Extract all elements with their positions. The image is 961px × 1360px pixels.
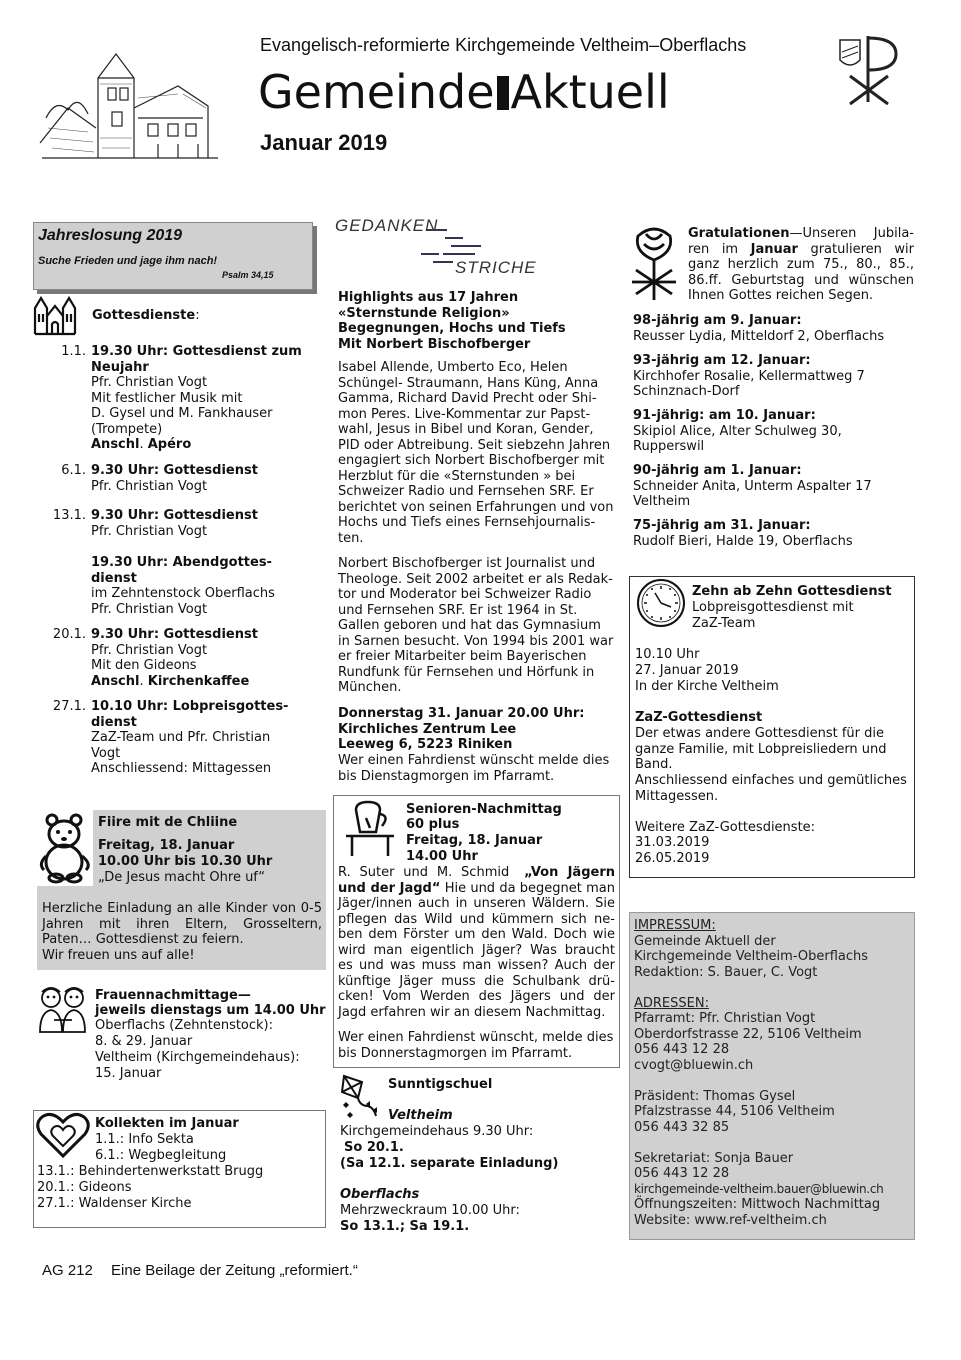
service-line: Pfr. Christian Vogt: [91, 642, 208, 658]
event-line: Donnerstag 31. Januar 20.00 Uhr:: [338, 706, 585, 721]
service-line: ZaZ-Team und Pfr. Christian Vogt: [91, 730, 271, 761]
gottesdienste-heading: [92, 308, 200, 324]
birthday-entry: [633, 313, 915, 344]
footer-code: AG 212: [42, 1262, 93, 1279]
kollekten-item: 6.1.: Wegbegleitung: [95, 1148, 227, 1163]
service-title: 9.30 Uhr: Gottesdienst: [91, 463, 258, 478]
praesident-line: Pfalzstrasse 44, 5106 Veltheim: [634, 1104, 835, 1119]
service-line: D. Gysel und M. Fankhauser: [91, 406, 273, 421]
impressum-heading: IMPRESSUM:: [634, 918, 716, 933]
gedanken-transport: Wer einen Fahrdienst wünscht melde dies bis Dienstagmorgen im Pfarramt.: [338, 753, 610, 784]
church-icon: [32, 294, 78, 336]
fiire-date: Freitag, 18. Januar: [98, 838, 235, 853]
frauen-subtitle: jeweils dienstags um 14.00 Uhr: [95, 1003, 326, 1018]
senioren-speakers: R. Suter und M. Schmid: [338, 865, 510, 880]
sunntigschuel-line: Mehrzweckraum 10.00 Uhr:: [340, 1203, 520, 1218]
service-line: (Trompete): [91, 421, 163, 437]
service-date: 20.1.: [52, 627, 86, 642]
frauen-line: 8. & 29. Januar: [95, 1034, 193, 1049]
birthday-line: Rudolf Bieri, Halde 19, Oberflachs: [633, 533, 853, 549]
birthday-line: Skipiol Alice, Alter Schulweg 30,: [633, 423, 842, 439]
sekretariat-email-link[interactable]: kirchgemeinde-veltheim.bauer@bluewin.ch: [634, 1181, 884, 1196]
birthday-head: 98-jährig am 9. Januar:: [633, 313, 802, 328]
organization-name: Evangelisch-reformierte Kirchgemeinde Veltheim–Oberflachs: [260, 35, 747, 55]
zaz-sub: ZaZ-Team: [692, 616, 756, 631]
praesident-line: Präsident: Thomas Gysel: [634, 1088, 796, 1104]
jahreslosung-verse: Suche Frieden und jage ihm nach!: [38, 255, 218, 267]
service-date: 27.1.: [52, 699, 86, 714]
impressum-line: Kirchgemeinde Veltheim-Oberflachs: [634, 949, 869, 964]
footer-text: Eine Beilage der Zeitung „reformiert.“: [111, 1262, 358, 1279]
sekretariat-line: Öffnungszeiten: Mittwoch Nachmittag: [634, 1197, 881, 1212]
senioren-topic: „Von Jägern und der Jagd“: [338, 865, 615, 896]
headline-line: Begegnungen, Hochs und Tiefs: [338, 321, 566, 336]
event-line: Kirchliches Zentrum Lee: [338, 721, 517, 737]
senioren-title: Senioren-Nachmittag: [406, 802, 562, 817]
birthday-head: 93-jährig am 12. Januar:: [633, 353, 811, 368]
service-line: Pfr. Christian Vogt: [91, 523, 208, 539]
service-extra-separator: .: [139, 673, 148, 689]
zaz-title: Zehn ab Zehn Gottesdienst: [692, 584, 892, 599]
birthday-head: 90-jährig am 1. Januar:: [633, 463, 802, 478]
service-line: Mit den Gideons: [91, 658, 197, 673]
kollekten-item: 1.1.: Info Sekta: [95, 1132, 194, 1147]
kollekten-item: 13.1.: Behindertenwerkstatt Brugg: [37, 1164, 264, 1179]
gedanken-para1: Isabel Allende, Umberto Eco, Helen Schüngel- Straumann, Hans Küng, Anna Gamma, Richard David Precht oder Shi-mon Peres. Live-Kommentar zur Papst-wahl, Jesus in Bibel und Koran, Gender, PID oder Abtreibung. Seit siebzehn Jahren engagiert sich Norbert Bischofberger mit Herzblut für die «Sternstunden » bei Schweizer Radio und Fernsehen SRF. Er berichtet von seinen Erfahrungen und von Hochs und Tiefs eines Fernsehjournalis-ten.: [338, 360, 614, 546]
gottesdienste-heading-text: Gottesdienste: [92, 308, 196, 323]
zaz-date-item: 26.05.2019: [635, 851, 710, 866]
sekretariat-line: 056 443 12 28: [634, 1166, 730, 1181]
zaz-place: In der Kirche Veltheim: [635, 679, 779, 694]
website-link[interactable]: Website: www.ref-veltheim.ch: [634, 1212, 827, 1228]
impressum-line: Redaktion: S. Bauer, C. Vogt: [634, 964, 818, 980]
birthday-line: Rupperswil: [633, 439, 705, 454]
birthday-line: Schneider Anita, Unterm Aspalter 17: [633, 478, 872, 494]
jahreslosung-title: Jahreslosung 2019: [38, 227, 183, 244]
zaz-date: 27. Januar 2019: [635, 663, 739, 678]
service-title: 9.30 Uhr: Gottesdienst: [91, 508, 258, 523]
clock-icon: [634, 577, 688, 629]
birthday-head: 91-jährig: am 10. Januar:: [633, 408, 816, 423]
service-title: 9.30 Uhr: Gottesdienst: [91, 627, 258, 642]
sunntigschuel-date: So 13.1.; Sa 19.1.: [340, 1219, 470, 1234]
birthday-head: 75-jährig am 31. Januar:: [633, 518, 811, 533]
senioren-description: Hie und da begegnet man Jäger/innen auch in unseren Wäldern. Sie pflegen das Wild und kümmern sich ne-ben dem Förster um den Wald. Doch wie wird man eigentlich Jäger? Was braucht es und was muss man wissen? Auch der künftige Jäger muss die Schulbank drü-cken! Vom Werden des Jägers und der Jagd erfahren wir an diesem Nachmittag.: [338, 880, 615, 1020]
service-line: Mit festlicher Musik mit: [91, 390, 243, 406]
gratulationen-intro-post: gratulieren wir ganz herzlich zum 75., 80., 85., 86.ff. Geburtstag und wünschen Ihnen Gottes reichen Segen.: [688, 241, 914, 303]
senioren-time: 14.00 Uhr: [406, 849, 478, 864]
zaz-heading2: ZaZ-Gottesdienst: [635, 710, 763, 725]
logo-striche-text: STRICHE: [455, 258, 537, 277]
service-extra-prefix: Anschl: [91, 673, 140, 689]
service-extra: [91, 674, 316, 690]
sunntigschuel-note: (Sa 12.1. separate Einladung): [340, 1156, 559, 1171]
sunntigschuel-date: So 20.1.: [344, 1140, 404, 1155]
service-date: 1.1.: [61, 344, 86, 359]
birthday-line: Kirchhofer Rosalie, Kellermattweg 7: [633, 368, 865, 384]
masthead-right: Aktuell: [510, 65, 670, 119]
headline-line: «Sternstunde Religion»: [338, 305, 510, 321]
service-date: 6.1.: [61, 463, 86, 478]
senioren-subtitle: 60 plus: [406, 817, 460, 832]
chi-rho-emblem-icon: [838, 30, 910, 106]
service-title: 19.30 Uhr: Gottesdienst zum Neujahr: [91, 344, 302, 375]
fiire-time: 10.00 Uhr bis 10.30 Uhr: [98, 854, 273, 869]
gratulationen-intro: [688, 226, 914, 304]
pfarramt-line: Oberdorfstrasse 22, 5106 Veltheim: [634, 1026, 862, 1042]
senioren-text: [338, 865, 615, 1020]
zaz-sub: Lobpreisgottesdienst mit: [692, 600, 854, 615]
two-women-icon: [36, 984, 90, 1036]
sunntigschuel-veltheim: Veltheim: [388, 1108, 453, 1123]
birthday-line: Reusser Lydia, Mitteldorf 2, Oberflachs: [633, 328, 885, 344]
senioren-date: Freitag, 18. Januar: [406, 833, 543, 848]
service-title: 19.30 Uhr: Abendgottes-dienst: [91, 555, 272, 586]
gratulationen-title: Gratulationen: [688, 226, 790, 241]
rose-icon: [628, 224, 680, 302]
pfarramt-email-link[interactable]: cvogt@bluewin.ch: [634, 1057, 754, 1073]
service-extra-prefix: Anschl: [91, 437, 140, 452]
adressen-heading: ADRESSEN:: [634, 995, 709, 1011]
service-extra-separator: .: [139, 437, 148, 452]
kollekten-title: Kollekten im Januar: [95, 1116, 239, 1131]
gratulationen-month: Januar: [750, 241, 798, 257]
gedanken-event: [338, 706, 614, 753]
coffee-table-icon: [342, 800, 398, 858]
service-line: im Zehntenstock Oberflachs: [91, 586, 275, 601]
service-extra-bold: Kirchenkaffee: [147, 673, 250, 689]
zaz-more-label: Weitere ZaZ-Gottesdienste:: [635, 820, 816, 835]
zaz-description2: Anschliessend einfaches und gemütliches Mittagessen.: [635, 773, 907, 804]
fiire-closing: Wir freuen uns auf alle!: [42, 948, 195, 963]
issue-date: Januar 2019: [260, 130, 388, 155]
service-line: Pfr. Christian Vogt: [91, 478, 208, 494]
frauen-line: 15. Januar: [95, 1066, 162, 1081]
zaz-time: 10.10 Uhr: [635, 647, 700, 662]
teddy-bear-icon: [38, 812, 94, 884]
zaz-description: Der etwas andere Gottesdienst für die ganze Familie, mit Lobpreisliedern und Band.: [635, 726, 887, 772]
pfarramt-line: 056 443 12 28: [634, 1042, 730, 1057]
birthday-entry: [633, 518, 915, 549]
heart-icon: [36, 1112, 90, 1158]
pfarramt-line: Pfarramt: Pfr. Christian Vogt: [634, 1011, 816, 1026]
service-line: Pfr. Christian Vogt: [91, 375, 208, 390]
footer: [42, 1263, 358, 1279]
kollekten-item: 27.1.: Waldenser Kirche: [37, 1196, 192, 1211]
frauen-title: Frauennachmittage—: [95, 988, 251, 1003]
senioren-transport: Wer einen Fahrdienst wünscht, melde dies bis Donnerstagmorgen im Pfarramt.: [338, 1030, 614, 1061]
birthday-entry: [633, 353, 915, 400]
fiire-title: Fiire mit de Chliine: [98, 815, 238, 830]
frauen-line: Veltheim (Kirchgemeindehaus):: [95, 1050, 300, 1065]
gedanken-headline: [338, 290, 614, 352]
gedanken-striche-logo: [335, 218, 545, 280]
kite-icon: [338, 1072, 384, 1120]
headline-line: Mit Norbert Bischofberger: [338, 336, 531, 352]
service-extra-bold: Apéro: [147, 437, 192, 452]
jahreslosung-reference: Psalm 34,15: [222, 270, 274, 280]
gottesdienste-heading-colon: :: [195, 308, 200, 323]
service-line: Pfr. Christian Vogt: [91, 601, 208, 617]
frauen-line: Oberflachs (Zehntenstock):: [95, 1018, 274, 1033]
impressum-content: [634, 918, 912, 1228]
fiire-theme: „De Jesus macht Ohre uf“: [98, 870, 266, 885]
headline-line: Highlights aus 17 Jahren: [338, 290, 519, 305]
zaz-date-item: 31.03.2019: [635, 835, 710, 850]
birthday-line: Veltheim: [633, 494, 691, 509]
service-line: Anschliessend: Mittagessen: [91, 761, 272, 776]
service-title: 10.10 Uhr: Lobpreisgottes-dienst: [91, 699, 289, 730]
gedanken-para2: Norbert Bischofberger ist Journalist und Theologe. Seit 2002 arbeitet er als Redak-tor und Moderator bei Schweizer Radio und Fernsehen SRF. Er ist 1964 in St. Gallen geboren und hat das Gymnasium in Sarnen besucht. Von 1994 bis 2001 war er freier Mitarbeiter beim Bayerischen Rundfunk für Fernsehen und Hörfunk in München.: [338, 556, 614, 695]
birthday-entry: [633, 408, 915, 455]
logo-dashes: [335, 218, 545, 280]
sunntigschuel-oberflachs: Oberflachs: [340, 1187, 420, 1202]
church-illustration: [38, 48, 223, 160]
fiire-invitation: Herzliche Einladung an alle Kinder von 0-5 Jahren mit ihren Eltern, Grosseltern, Paten… Gottesdienst zu feiern.: [42, 901, 322, 947]
masthead: [258, 66, 670, 118]
kollekten-item: 20.1.: Gideons: [37, 1180, 132, 1195]
sunntigschuel-title: Sunntigschuel: [388, 1077, 493, 1092]
praesident-line: 056 443 32 85: [634, 1119, 730, 1135]
service-extra: [91, 437, 316, 453]
birthday-entry: [633, 463, 915, 510]
masthead-left: Gemeinde: [258, 65, 495, 119]
gratulationen-intro-pre: —Unseren Jubila-ren im: [688, 226, 914, 257]
logo-gedanken-text: GEDANKEN: [335, 216, 439, 235]
masthead-divider: [497, 76, 509, 110]
sekretariat-line: Sekretariat: Sonja Bauer: [634, 1150, 794, 1166]
impressum-line: Gemeinde Aktuell der: [634, 933, 776, 949]
birthday-line: Schinznach-Dorf: [633, 384, 740, 399]
sunntigschuel-line: Kirchgemeindehaus 9.30 Uhr:: [340, 1124, 534, 1139]
service-date: 13.1.: [52, 508, 86, 523]
event-line: Leeweg 6, 5223 Riniken: [338, 737, 513, 752]
